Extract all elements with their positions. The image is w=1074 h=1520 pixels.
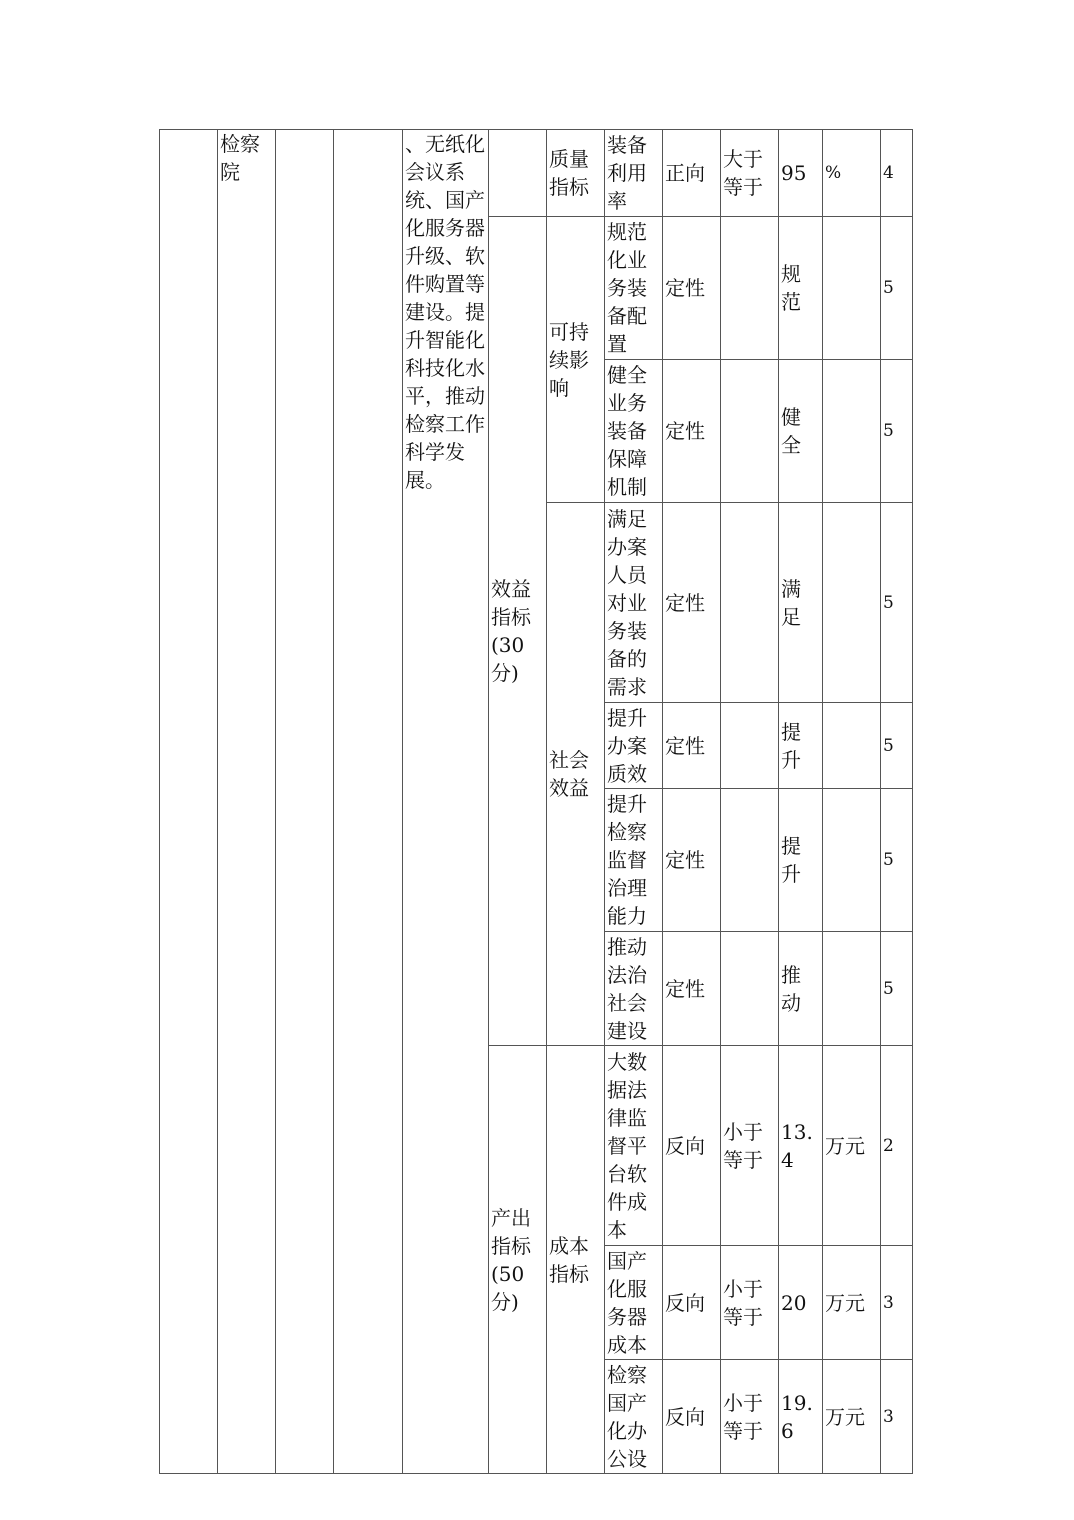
- direction-cell: 定性: [663, 932, 721, 1046]
- operator-cell: 小于等于: [721, 1046, 779, 1246]
- blank-column-cell: [334, 130, 403, 1474]
- level2-indicator-cell: 成本指标: [547, 1046, 605, 1474]
- unit-cell: [823, 703, 881, 789]
- score-cell: 5: [881, 932, 913, 1046]
- level1-indicator-cell: 效益指标(30分): [489, 217, 547, 1046]
- direction-cell: 定性: [663, 360, 721, 503]
- level2-indicator-cell: 社会效益: [547, 503, 605, 1046]
- target-value-cell: 提升: [779, 703, 823, 789]
- score-cell: 3: [881, 1246, 913, 1360]
- target-value-cell: 19.6: [779, 1360, 823, 1474]
- score-cell: 5: [881, 217, 913, 360]
- target-value-cell: 13.4: [779, 1046, 823, 1246]
- direction-cell: 反向: [663, 1246, 721, 1360]
- score-cell: 5: [881, 360, 913, 503]
- unit-cell: [823, 503, 881, 703]
- unit-cell: [823, 932, 881, 1046]
- target-value-cell: 推动: [779, 932, 823, 1046]
- operator-cell: [721, 789, 779, 932]
- direction-cell: 定性: [663, 503, 721, 703]
- level2-indicator-cell: 质量指标: [547, 130, 605, 217]
- level1-indicator-cell: [489, 130, 547, 217]
- operator-cell: [721, 217, 779, 360]
- level3-indicator-cell: 满足办案人员对业务装备的需求: [605, 503, 663, 703]
- target-value-cell: 95: [779, 130, 823, 217]
- performance-indicator-table: [159, 129, 913, 1474]
- direction-cell: 反向: [663, 1360, 721, 1474]
- level3-indicator-cell: 装备利用率: [605, 130, 663, 217]
- unit-cell: 万元: [823, 1360, 881, 1474]
- level3-indicator-cell: 健全业务装备保障机制: [605, 360, 663, 503]
- target-value-cell: 20: [779, 1246, 823, 1360]
- direction-cell: 反向: [663, 1046, 721, 1246]
- score-cell: 5: [881, 503, 913, 703]
- score-cell: 3: [881, 1360, 913, 1474]
- target-value-cell: 健全: [779, 360, 823, 503]
- target-value-cell: 满足: [779, 503, 823, 703]
- level3-indicator-cell: 提升检察监督治理能力: [605, 789, 663, 932]
- direction-cell: 定性: [663, 789, 721, 932]
- unit-cell: 万元: [823, 1046, 881, 1246]
- unit-cell: [823, 217, 881, 360]
- score-cell: 5: [881, 789, 913, 932]
- level1-indicator-cell: 产出指标(50分): [489, 1046, 547, 1474]
- level3-indicator-cell: 规范化业务装备配置: [605, 217, 663, 360]
- direction-cell: 定性: [663, 703, 721, 789]
- level3-indicator-cell: 推动法治社会建设: [605, 932, 663, 1046]
- level3-indicator-cell: 检察国产化办公设: [605, 1360, 663, 1474]
- level3-indicator-cell: 国产化服务器成本: [605, 1246, 663, 1360]
- score-cell: 5: [881, 703, 913, 789]
- blank-column-cell: [160, 130, 218, 1474]
- score-cell: 4: [881, 130, 913, 217]
- unit-cell: 万元: [823, 1246, 881, 1360]
- blank-column-cell: [276, 130, 334, 1474]
- operator-cell: 小于等于: [721, 1360, 779, 1474]
- operator-cell: 大于等于: [721, 130, 779, 217]
- operator-cell: [721, 703, 779, 789]
- score-cell: 2: [881, 1046, 913, 1246]
- target-value-cell: 提升: [779, 789, 823, 932]
- operator-cell: [721, 360, 779, 503]
- unit-cell: [823, 360, 881, 503]
- operator-cell: [721, 932, 779, 1046]
- level2-indicator-cell: 可持续影响: [547, 217, 605, 503]
- operator-cell: 小于等于: [721, 1246, 779, 1360]
- operator-cell: [721, 503, 779, 703]
- level3-indicator-cell: 提升办案质效: [605, 703, 663, 789]
- direction-cell: 定性: [663, 217, 721, 360]
- project-description-cell: 、无纸化会议系统、国产化服务器升级、软件购置等建设。提升智能化科技化水平，推动检察工作科学发展。: [403, 130, 489, 1474]
- level3-indicator-cell: 大数据法律监督平台软件成本: [605, 1046, 663, 1246]
- organization-cell: 检察院: [218, 130, 276, 1474]
- unit-cell: %: [823, 130, 881, 217]
- target-value-cell: 规范: [779, 217, 823, 360]
- direction-cell: 正向: [663, 130, 721, 217]
- unit-cell: [823, 789, 881, 932]
